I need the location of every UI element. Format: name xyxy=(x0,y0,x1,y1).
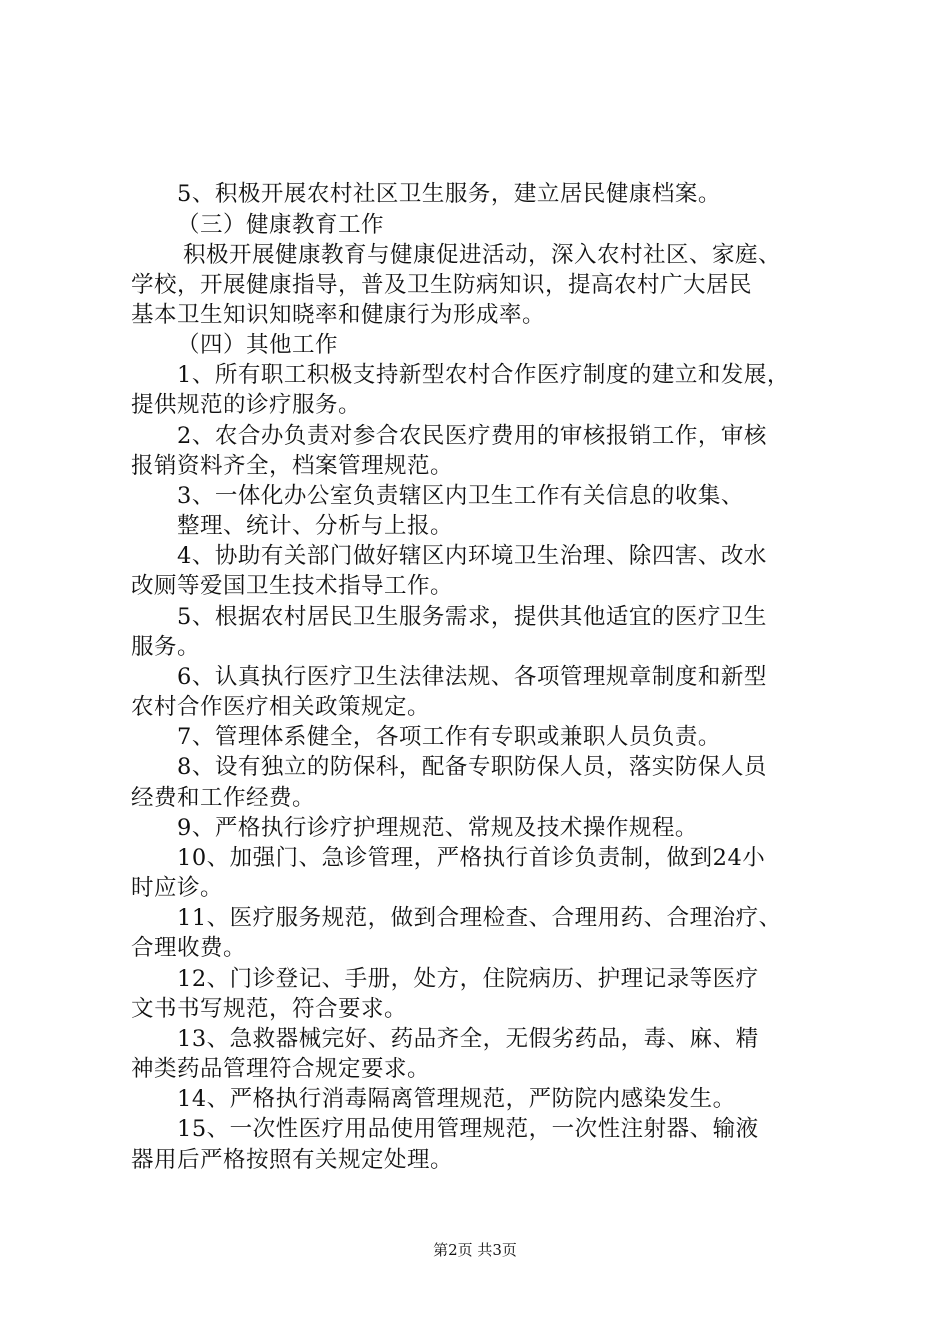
body-text-line: 基本卫生知识知晓率和健康行为形成率。 xyxy=(131,302,546,328)
body-text-line: 7、管理体系健全，各项工作有专职或兼职人员负责。 xyxy=(177,724,721,750)
body-text-line: 2、农合办负责对参合农民医疗费用的审核报销工作，审核 xyxy=(177,423,767,449)
body-text-line: 11、医疗服务规范，做到合理检查、合理用药、合理治疗、 xyxy=(177,905,782,931)
body-text-line: 神类药品管理符合规定要求。 xyxy=(131,1056,431,1082)
body-text-line: 4、协助有关部门做好辖区内环境卫生治理、除四害、改水 xyxy=(177,543,767,569)
body-text-line: 经费和工作经费。 xyxy=(131,785,316,811)
section-heading: （四）其他工作 xyxy=(177,332,339,358)
body-text-line: 农村合作医疗相关政策规定。 xyxy=(131,694,431,720)
body-text-line: 器用后严格按照有关规定处理。 xyxy=(131,1147,454,1173)
body-text-line: 5、根据农村居民卫生服务需求，提供其他适宜的医疗卫生 xyxy=(177,604,767,630)
body-text-line: 改厕等爱国卫生技术指导工作。 xyxy=(131,573,454,599)
body-text-line: 9、严格执行诊疗护理规范、常规及技术操作规程。 xyxy=(177,815,698,841)
body-text-line: 1、所有职工积极支持新型农村合作医疗制度的建立和发展， xyxy=(177,362,790,388)
body-text-line: 报销资料齐全，档案管理规范。 xyxy=(131,453,454,479)
body-text-line: 15、一次性医疗用品使用管理规范，一次性注射器、输液 xyxy=(177,1116,759,1142)
body-text-line: 积极开展健康教育与健康促进活动，深入农村社区、家庭、 xyxy=(183,242,782,268)
body-text-line: 学校，开展健康指导，普及卫生防病知识，提高农村广大居民 xyxy=(131,272,753,298)
body-text-line: 10、加强门、急诊管理，严格执行首诊负责制，做到24小 xyxy=(177,845,766,871)
body-text-line: 8、设有独立的防保科，配备专职防保人员，落实防保人员 xyxy=(177,754,767,780)
body-text-line: 6、认真执行医疗卫生法律法规、各项管理规章制度和新型 xyxy=(177,664,767,690)
body-text-line: 12、门诊登记、手册，处方，住院病历、护理记录等医疗 xyxy=(177,966,759,992)
body-text-line: 3、一体化办公室负责辖区内卫生工作有关信息的收集、 xyxy=(177,483,744,509)
body-text-line: 整理、统计、分析与上报。 xyxy=(177,513,454,539)
body-text-line: 14、严格执行消毒隔离管理规范，严防院内感染发生。 xyxy=(177,1086,736,1112)
page-number-footer: 第2页 共3页 xyxy=(433,1241,517,1259)
body-text-line: 服务。 xyxy=(131,634,201,660)
body-text-line: 时应诊。 xyxy=(131,875,224,901)
body-text-line: 5、积极开展农村社区卫生服务，建立居民健康档案。 xyxy=(177,181,721,207)
body-text-line: 文书书写规范，符合要求。 xyxy=(131,996,408,1022)
section-heading: （三）健康教育工作 xyxy=(177,212,385,238)
body-text-line: 提供规范的诊疗服务。 xyxy=(131,392,362,418)
body-text-line: 合理收费。 xyxy=(131,935,247,961)
body-text-line: 13、急救器械完好、药品齐全，无假劣药品，毒、麻、精 xyxy=(177,1026,759,1052)
